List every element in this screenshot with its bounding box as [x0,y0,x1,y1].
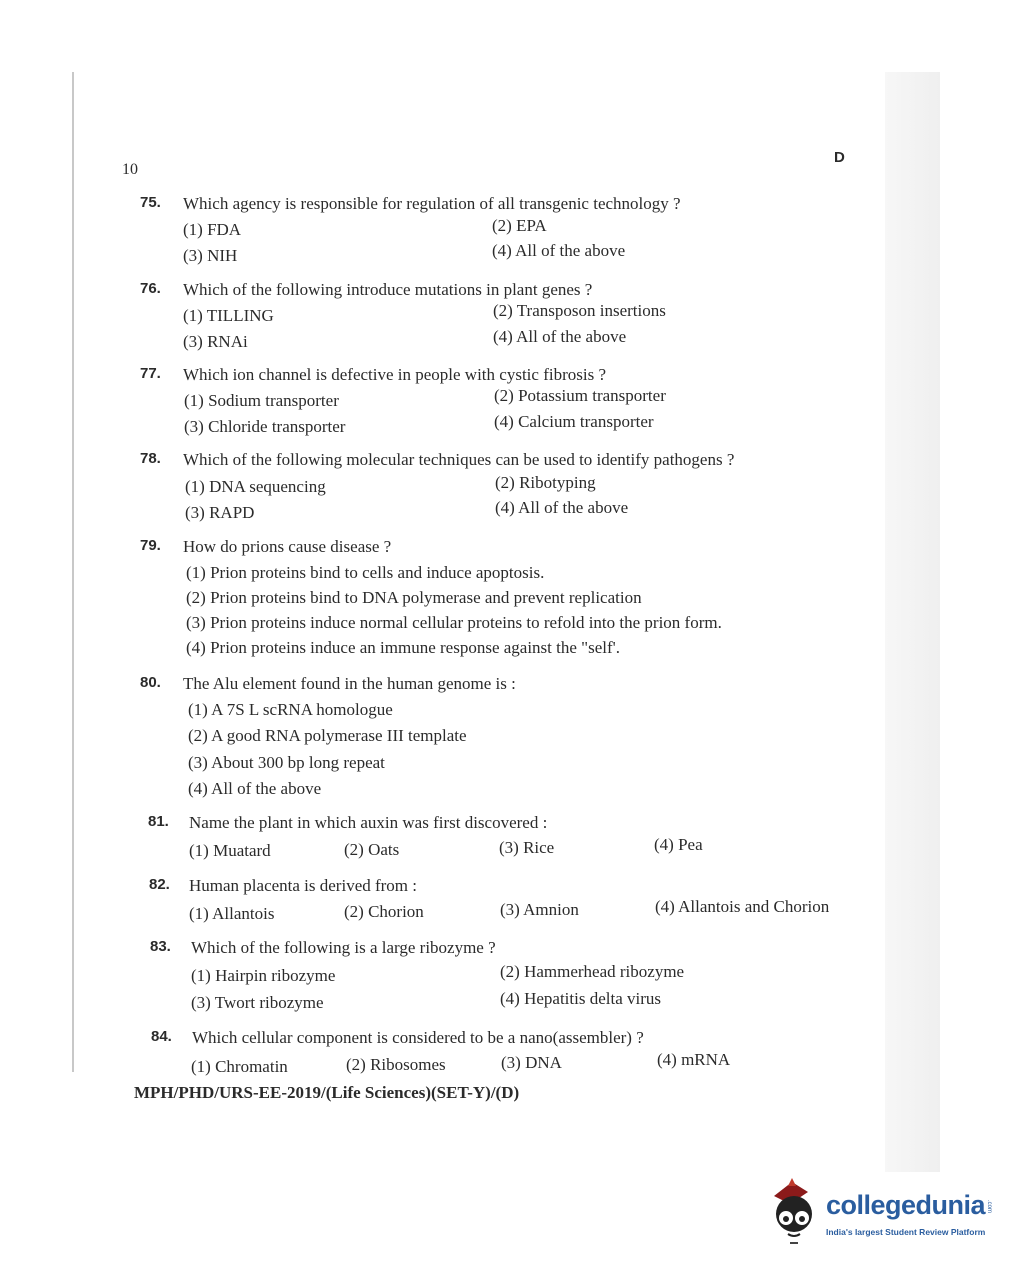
option-3: (3) Prion proteins induce normal cellular proteins to refold into the prion form. [186,613,722,632]
question-79 [140,537,860,667]
option-2: (2) Ribosomes [346,1055,446,1074]
question-text: Which of the following molecular techniques can be used to identify pathogens ? [183,450,735,469]
option-1: (1) Sodium transporter [184,391,339,410]
option-2: (2) Oats [344,840,400,859]
question-text: Which cellular component is considered to be a nano(assembler) ? [192,1028,644,1047]
option-2: (2) Transposon insertions [493,301,666,320]
option-4: (4) All of the above [188,779,322,798]
option-1: (1) TILLING [183,306,274,325]
question-number: 78. [140,450,161,467]
option-2: (2) Potassium transporter [494,386,666,405]
question-text: Human placenta is derived from : [189,876,418,895]
option-4: (4) Prion proteins induce an immune response against the "self'. [186,638,620,657]
collegedunia-logo[interactable] [768,1178,998,1248]
question-text: Which of the following is a large ribozyme ? [191,938,496,957]
question-82 [140,876,860,932]
question-text: How do prions cause disease ? [183,537,392,556]
option-4: (4) mRNA [657,1050,731,1069]
question-75 [140,194,860,272]
option-3: (3) Amnion [500,900,579,919]
option-1: (1) FDA [183,220,242,239]
question-number: 80. [140,674,161,691]
option-3: (3) About 300 bp long repeat [188,753,385,772]
question-text: Which of the following introduce mutations in plant genes ? [183,280,593,299]
option-3: (3) Rice [499,838,555,857]
set-letter: D [834,149,845,166]
option-2: (2) A good RNA polymerase III template [188,726,467,745]
option-2: (2) Prion proteins bind to DNA polymerase and prevent replication [186,588,642,607]
question-number: 79. [140,537,161,554]
option-4: (4) Calcium transporter [494,412,654,431]
option-1: (1) Allantois [189,904,275,923]
page-shadow [885,72,940,1172]
question-76 [140,280,860,358]
question-text: Which ion channel is defective in people with cystic fibrosis ? [183,365,606,384]
question-80 [140,674,860,804]
option-1: (1) A 7S L scRNA homologue [188,700,393,719]
question-77 [140,365,860,443]
option-4: (4) Hepatitis delta virus [500,989,661,1008]
option-1: (1) Chromatin [191,1057,288,1076]
option-3: (3) RNAi [183,332,248,351]
logo-tagline: India's largest Student Review Platform [826,1227,986,1237]
option-4: (4) All of the above [495,498,629,517]
scan-edge [72,72,74,1072]
question-84 [140,1028,860,1084]
question-number: 81. [148,813,169,830]
option-3: (3) Twort ribozyme [191,993,324,1012]
option-2: (2) Hammerhead ribozyme [500,962,685,981]
option-2: (2) Ribotyping [495,473,596,492]
page-number: 10 [122,161,138,178]
option-3: (3) Chloride transporter [184,417,346,436]
option-4: (4) All of the above [493,327,627,346]
option-3: (3) NIH [183,246,238,265]
option-1: (1) Prion proteins bind to cells and induce apoptosis. [186,563,545,582]
question-number: 76. [140,280,161,297]
question-number: 82. [149,876,170,893]
logo-suffix: .com [986,1200,992,1214]
option-3: (3) RAPD [185,503,255,522]
mascot-icon [768,1178,824,1248]
option-1: (1) DNA sequencing [185,477,326,496]
question-number: 75. [140,194,161,211]
question-text: The Alu element found in the human genome is : [183,674,516,693]
question-number: 77. [140,365,161,382]
option-2: (2) Chorion [344,902,424,921]
option-4: (4) Pea [654,835,703,854]
option-4: (4) Allantois and Chorion [655,897,830,916]
option-4: (4) All of the above [492,241,626,260]
exam-code-footer: MPH/PHD/URS-EE-2019/(Life Sciences)(SET-Y)/(D) [134,1083,520,1102]
question-83 [140,938,860,1016]
question-78 [140,450,860,528]
question-number: 84. [151,1028,172,1045]
option-3: (3) DNA [501,1053,562,1072]
option-2: (2) EPA [492,216,547,235]
option-1: (1) Hairpin ribozyme [191,966,336,985]
question-text: Which agency is responsible for regulation of all transgenic technology ? [183,194,681,213]
question-number: 83. [150,938,171,955]
option-1: (1) Muatard [189,841,271,860]
question-text: Name the plant in which auxin was first discovered : [189,813,548,832]
logo-wordmark: collegedunia [826,1190,986,1220]
question-81 [140,813,860,869]
